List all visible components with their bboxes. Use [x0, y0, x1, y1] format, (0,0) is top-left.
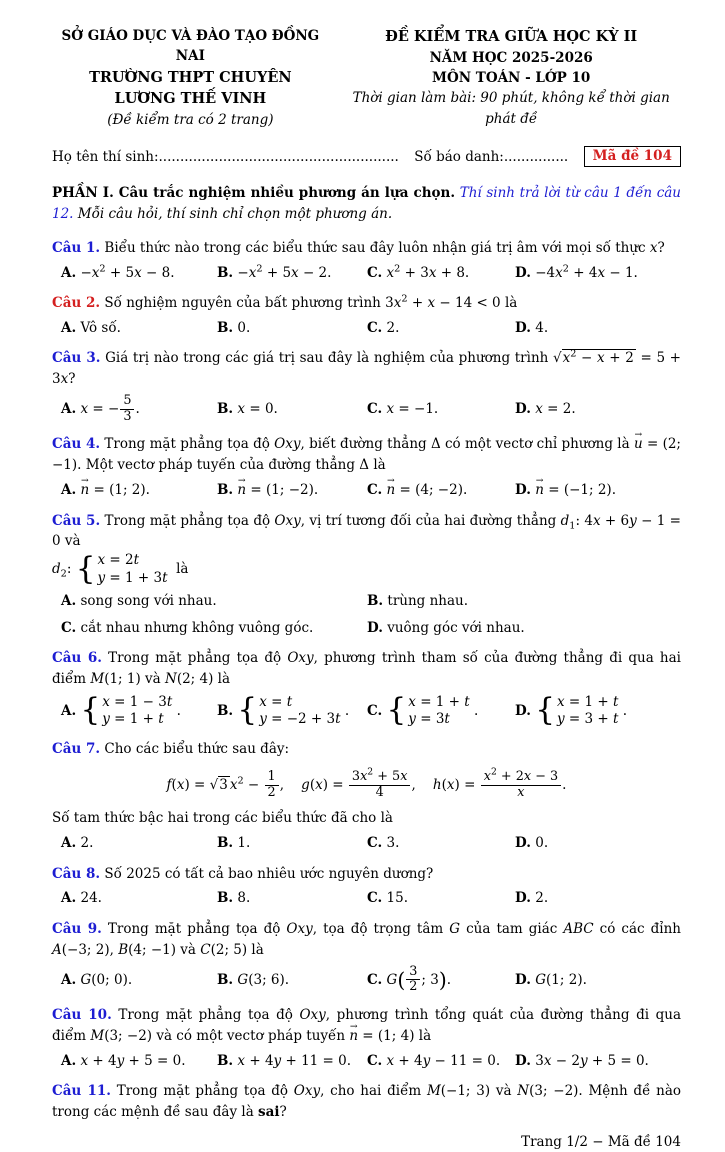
- part1-title: PHẦN I. Câu trắc nghiệm nhiều phương án lựa chọn.: [52, 185, 456, 202]
- question-text: Câu 8. Số 2025 có tất cả bao nhiêu ước nguyên dương?: [52, 865, 434, 882]
- question-8: [52, 864, 681, 909]
- question-text: Câu 9. Trong mặt phẳng tọa độ Oxy, tọa độ trọng tâm G của tam giác ABC có các đỉnh A(−3; 2), B(4; −1) và C(2; 5) là: [52, 920, 681, 958]
- option-D: D. 4.: [515, 319, 549, 336]
- student-number-label: Số báo danh:...............: [414, 148, 569, 165]
- question-10: [52, 1005, 681, 1071]
- options-row: [52, 1051, 681, 1071]
- options-row: [52, 263, 681, 283]
- option-C: C. x + 4y − 11 = 0.: [367, 1052, 501, 1069]
- question-6: [52, 648, 681, 729]
- option-D: D. G(1; 2).: [515, 971, 587, 988]
- exam-header: [52, 26, 681, 130]
- option-A: A. $-x^2 + 5x - 8$.: [61, 263, 175, 281]
- option-key: A.: [61, 890, 77, 907]
- school-name-line-2: LƯƠNG THẾ VINH: [114, 90, 267, 108]
- option-key: D.: [367, 619, 383, 636]
- option-key: B.: [217, 401, 234, 418]
- option-A: A. { x = 1 − 3t y = 1 + t .: [61, 692, 181, 729]
- option-B: B. trùng nhau.: [367, 593, 469, 610]
- option-key: A.: [61, 319, 77, 336]
- question-label: Câu 8.: [52, 865, 101, 882]
- question-1: [52, 238, 681, 283]
- exam-code-box: Mã đề 104: [584, 146, 681, 167]
- question-5: [52, 511, 681, 638]
- option-key: A.: [61, 593, 77, 610]
- option-key: D.: [515, 835, 531, 852]
- option-key: C.: [367, 319, 383, 336]
- option-C: C. x = −1.: [367, 401, 439, 418]
- option-A: A. 2.: [61, 835, 94, 852]
- option-key: A.: [61, 1052, 77, 1069]
- student-name-label: Họ tên thí sinh:........................................................: [52, 148, 399, 165]
- options-row: [52, 480, 681, 500]
- option-C: C. n → = (4; −2).: [367, 480, 515, 500]
- option-B: B. 1.: [217, 835, 251, 852]
- question-text: Câu 6. Trong mặt phẳng tọa độ Oxy, phương trình tham số của đường thẳng đi qua hai điểm M(1; 1) và N(2; 4) là: [52, 649, 681, 687]
- header-left: [52, 26, 329, 130]
- page-footer: Trang 1/2 − Mã đề 104: [521, 1133, 681, 1150]
- option-key: D.: [515, 319, 531, 336]
- option-key: D.: [515, 702, 531, 719]
- option-key: B.: [217, 835, 234, 852]
- option-key: A.: [61, 264, 77, 281]
- option-A: A. G(0; 0).: [61, 971, 133, 988]
- options-row: [52, 394, 681, 425]
- question-label: Câu 3.: [52, 350, 101, 367]
- option-key: C.: [367, 890, 383, 907]
- question-text: Câu 1. Biểu thức nào trong các biểu thức sau đây luôn nhận giá trị âm với mọi số thực x?: [52, 239, 665, 256]
- option-A: A. song song với nhau.: [61, 593, 217, 610]
- question-text: Câu 4. Trong mặt phẳng tọa độ Oxy, biết đường thẳng Δ có một vectơ chỉ phương là u → = (2; −1). Một vectơ pháp tuyến của đường thẳng Δ là: [52, 434, 681, 476]
- student-info-row: [52, 146, 681, 167]
- question-label: Câu 1.: [52, 239, 101, 256]
- option-key: C.: [367, 482, 383, 499]
- option-B: B. $-x^2 + 5x - 2$.: [217, 263, 332, 281]
- option-key: A.: [61, 702, 77, 719]
- question-4: [52, 434, 681, 500]
- option-D: D. vuông góc với nhau.: [367, 619, 525, 636]
- option-key: B.: [217, 319, 234, 336]
- option-key: C.: [367, 702, 383, 719]
- question-list: [52, 228, 681, 1133]
- question-label: Câu 2.: [52, 294, 101, 311]
- question-2: [52, 293, 681, 338]
- option-key: C.: [367, 264, 383, 281]
- option-D: D. $-4x^2 + 4x - 1$.: [515, 263, 638, 281]
- option-key: D.: [515, 401, 531, 418]
- option-key: D.: [515, 482, 531, 499]
- option-C: C. cắt nhau nhưng không vuông góc.: [61, 619, 314, 636]
- option-D: D. x = 2.: [515, 401, 576, 418]
- options-row: [52, 591, 681, 638]
- option-B: B. x = 0.: [217, 401, 278, 418]
- option-B: B. 0.: [217, 319, 251, 336]
- option-key: C.: [367, 971, 383, 988]
- question-label: Câu 7.: [52, 740, 101, 757]
- option-key: B.: [217, 1052, 234, 1069]
- question-text: Câu 5. Trong mặt phẳng tọa độ Oxy, vị trí tương đối của hai đường thẳng $d_1$: 4x + 6y − 1 = 0 và $d_2$: { x = 2t y = 1 + 3t là: [52, 512, 681, 587]
- option-C: C. $x^2 + 3x + 8$.: [367, 263, 470, 281]
- option-key: B.: [217, 264, 234, 281]
- option-A: A. n → = (1; 2).: [61, 480, 217, 500]
- option-A: A. x + 4y + 5 = 0.: [61, 1052, 186, 1069]
- option-key: C.: [367, 835, 383, 852]
- question-3: [52, 348, 681, 424]
- question-9: [52, 919, 681, 995]
- question-text: Câu 7. Cho các biểu thức sau đây:: [52, 740, 290, 757]
- option-D: D. n → = (−1; 2).: [515, 480, 681, 500]
- part1-intro: [52, 183, 681, 224]
- question-text: Câu 2. Số nghiệm nguyên của bất phương trình $3x^2 + x - 14 < 0$ là: [52, 293, 518, 311]
- option-key: B.: [217, 890, 234, 907]
- duration-note: Thời gian làm bài: 90 phút, không kể thời gian phát đề: [352, 90, 670, 127]
- option-key: B.: [217, 971, 234, 988]
- option-C: C. 3.: [367, 835, 400, 852]
- options-row: [52, 888, 681, 908]
- question-text: Câu 10. Trong mặt phẳng tọa độ Oxy, phương trình tổng quát của đường thẳng đi qua điểm M(3; −2) và có một vectơ pháp tuyến n → = (1; 4) là: [52, 1005, 681, 1047]
- option-key: B.: [217, 702, 234, 719]
- option-key: D.: [515, 264, 531, 281]
- option-B: B. 8.: [217, 890, 251, 907]
- option-C: C. 15.: [367, 890, 408, 907]
- school-name-line-1: TRƯỜNG THPT CHUYÊN: [89, 68, 292, 86]
- exam-title: ĐỀ KIỂM TRA GIỮA HỌC KỲ II: [385, 28, 638, 45]
- option-key: C.: [367, 401, 383, 418]
- option-B: B. { x = t y = −2 + 3t .: [217, 692, 350, 729]
- option-key: D.: [515, 1052, 531, 1069]
- options-row: [52, 318, 681, 338]
- question-text: Câu 3. Giá trị nào trong các giá trị sau đây là nghiệm của phương trình $√x^2 - x + 2 = 5 + 3x$?: [52, 348, 681, 388]
- option-key: A.: [61, 482, 77, 499]
- option-D: D. { x = 1 + t y = 3 + t .: [515, 692, 628, 729]
- school-department: SỞ GIÁO DỤC VÀ ĐÀO TẠO ĐỒNG NAI: [61, 28, 320, 65]
- question-text: Câu 11. Trong mặt phẳng tọa độ Oxy, cho hai điểm M(−1; 3) và N(3; −2). Mệnh đề nào trong các mệnh đề sau đây là sai?: [52, 1083, 681, 1121]
- question-label: Câu 4.: [52, 436, 101, 453]
- option-C: C. G( $\frac{3}{2}$ ; 3).: [367, 963, 452, 995]
- question-label: Câu 11.: [52, 1083, 111, 1100]
- option-key: A.: [61, 400, 77, 417]
- option-C: C. { x = 1 + t y = 3t .: [367, 692, 479, 729]
- options-row: [52, 965, 681, 996]
- option-key: A.: [61, 835, 77, 852]
- option-A: A. 24.: [61, 890, 102, 907]
- option-key: A.: [61, 971, 77, 988]
- header-right: [341, 26, 681, 129]
- option-D: D. 0.: [515, 835, 549, 852]
- subject-grade: MÔN TOÁN - LỚP 10: [432, 70, 591, 86]
- option-key: D.: [515, 890, 531, 907]
- part1-instruction-1: Thí sinh trả lời từ câu 1 đến câu 12.: [52, 185, 681, 222]
- page-count-note: (Đề kiểm tra có 2 trang): [107, 112, 274, 128]
- option-B: B. G(3; 6).: [217, 971, 290, 988]
- school-year: NĂM HỌC 2025-2026: [429, 49, 593, 66]
- question-11: [52, 1081, 681, 1123]
- option-key: C.: [61, 619, 77, 636]
- option-key: C.: [367, 1052, 383, 1069]
- question-label: Câu 5.: [52, 512, 101, 529]
- options-row: [52, 833, 681, 853]
- option-key: D.: [515, 971, 531, 988]
- part1-instruction-2: Mỗi câu hỏi, thí sinh chỉ chọn một phương án.: [77, 205, 393, 222]
- question-label: Câu 9.: [52, 920, 102, 937]
- option-D: D. 2.: [515, 890, 549, 907]
- question-text-continued: Số tam thức bậc hai trong các biểu thức đã cho là: [52, 810, 393, 827]
- display-formula: f(x) = √3 $x^2$ − $\frac{1}{2}$ , g(x) = $\frac{3x^2 + 5x}{4}$ , h(x) = $\frac{x^2 + 2x - 3}{x}$ .: [166, 766, 567, 800]
- option-B: B. x + 4y + 11 = 0.: [217, 1052, 352, 1069]
- options-row: [52, 694, 681, 729]
- option-A: A. x = − $\frac{5}{3}$ .: [61, 392, 140, 424]
- question-label: Câu 6.: [52, 649, 102, 666]
- question-7: [52, 739, 681, 854]
- option-B: B. n → = (1; −2).: [217, 480, 367, 500]
- option-C: C. 2.: [367, 319, 400, 336]
- option-D: D. 3x − 2y + 5 = 0.: [515, 1052, 649, 1069]
- option-A: A. Vô số.: [61, 319, 121, 336]
- option-key: B.: [367, 593, 384, 610]
- question-label: Câu 10.: [52, 1007, 112, 1024]
- option-key: B.: [217, 482, 234, 499]
